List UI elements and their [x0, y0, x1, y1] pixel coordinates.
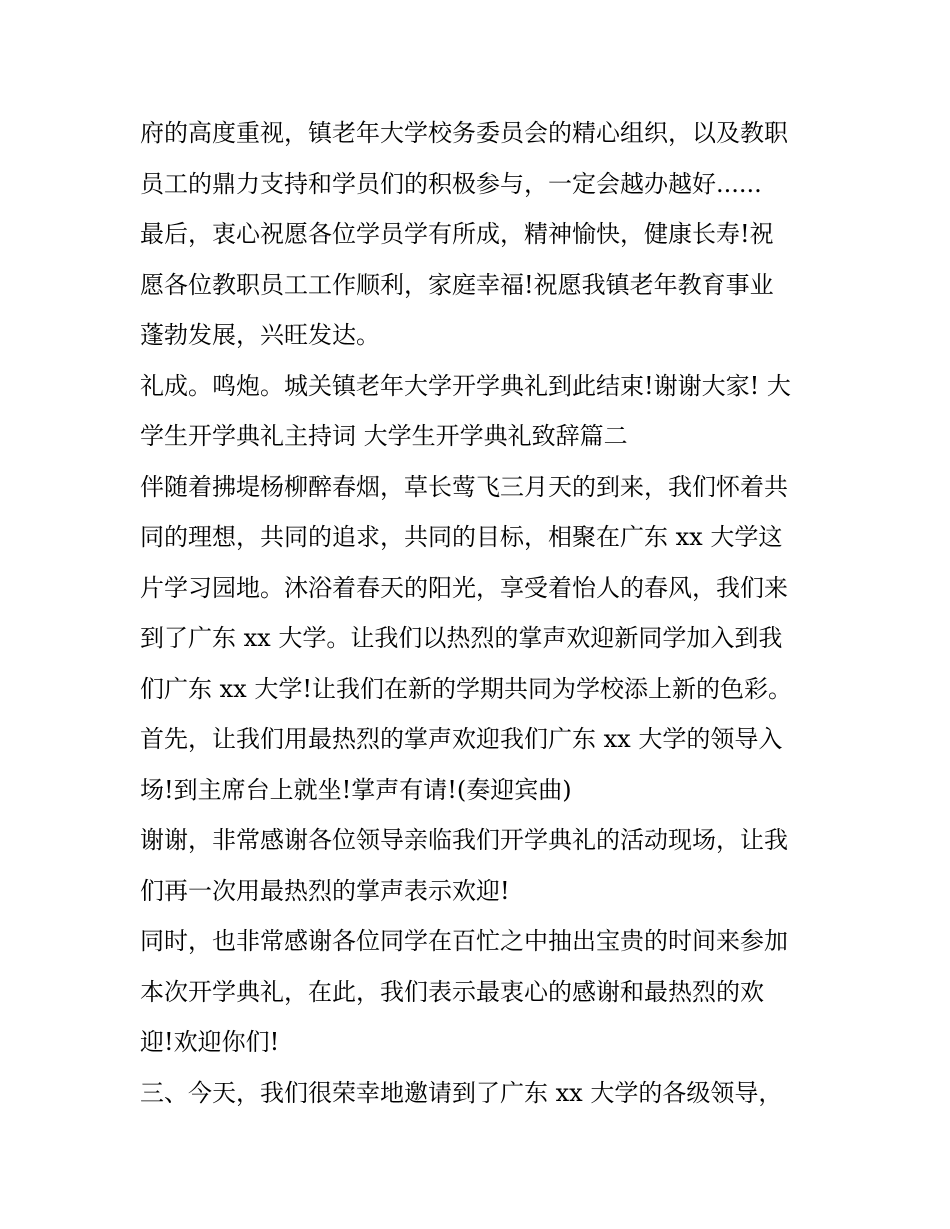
text-line: 员工的鼎力支持和学员们的积极参与，一定会越办越好...... — [140, 169, 762, 198]
text-line: 府的高度重视，镇老年大学校务委员会的精心组织，以及教职 — [140, 119, 788, 147]
text-line: 礼成。鸣炮。城关镇老年大学开学典礼到此结束!谢谢大家! 大 — [140, 371, 791, 400]
text-line: 迎!欢迎你们! — [140, 1028, 280, 1056]
text-line: 最后，衷心祝愿各位学员学有所成，精神愉快，健康长寿!祝 — [140, 220, 774, 248]
text-line: 三、今天，我们很荣幸地邀请到了广东 xx 大学的各级领导， — [140, 1078, 783, 1107]
text-line: 本次开学典礼，在此，我们表示最衷心的感谢和最热烈的欢 — [140, 977, 764, 1006]
text-line: 首先，让我们用最热烈的掌声欢迎我们广东 xx 大学的领导入 — [140, 725, 783, 753]
text-line: 们广东 xx 大学!让我们在新的学期共同为学校添上新的色彩。 — [140, 674, 792, 703]
text-line: 片学习园地。沐浴着春天的阳光，享受着怡人的春风，我们来 — [140, 573, 788, 602]
text-line: 同时，也非常感谢各位同学在百忙之中抽出宝贵的时间来参加 — [140, 927, 788, 955]
text-line: 到了广东 xx 大学。让我们以热烈的掌声欢迎新同学加入到我 — [140, 624, 783, 652]
text-line: 蓬勃发展，兴旺发达。 — [140, 321, 380, 349]
text-line: 学生开学典礼主持词 大学生开学典礼致辞篇二 — [140, 422, 628, 450]
text-line: 同的理想，共同的追求，共同的目标，相聚在广东 xx 大学这 — [140, 523, 783, 551]
text-line: 场!到主席台上就坐!掌声有请!(奏迎宾曲) — [140, 775, 572, 804]
document-body — [140, 108, 820, 1118]
text-line: 愿各位教职员工工作顺利，家庭幸福!祝愿我镇老年教育事业 — [140, 270, 774, 299]
text-line: 们再一次用最热烈的掌声表示欢迎! — [140, 876, 510, 905]
text-line: 伴随着拂堤杨柳醉春烟，草长莺飞三月天的到来，我们怀着共 — [140, 472, 788, 501]
text-line: 谢谢，非常感谢各位领导亲临我们开学典礼的活动现场，让我 — [140, 826, 788, 854]
